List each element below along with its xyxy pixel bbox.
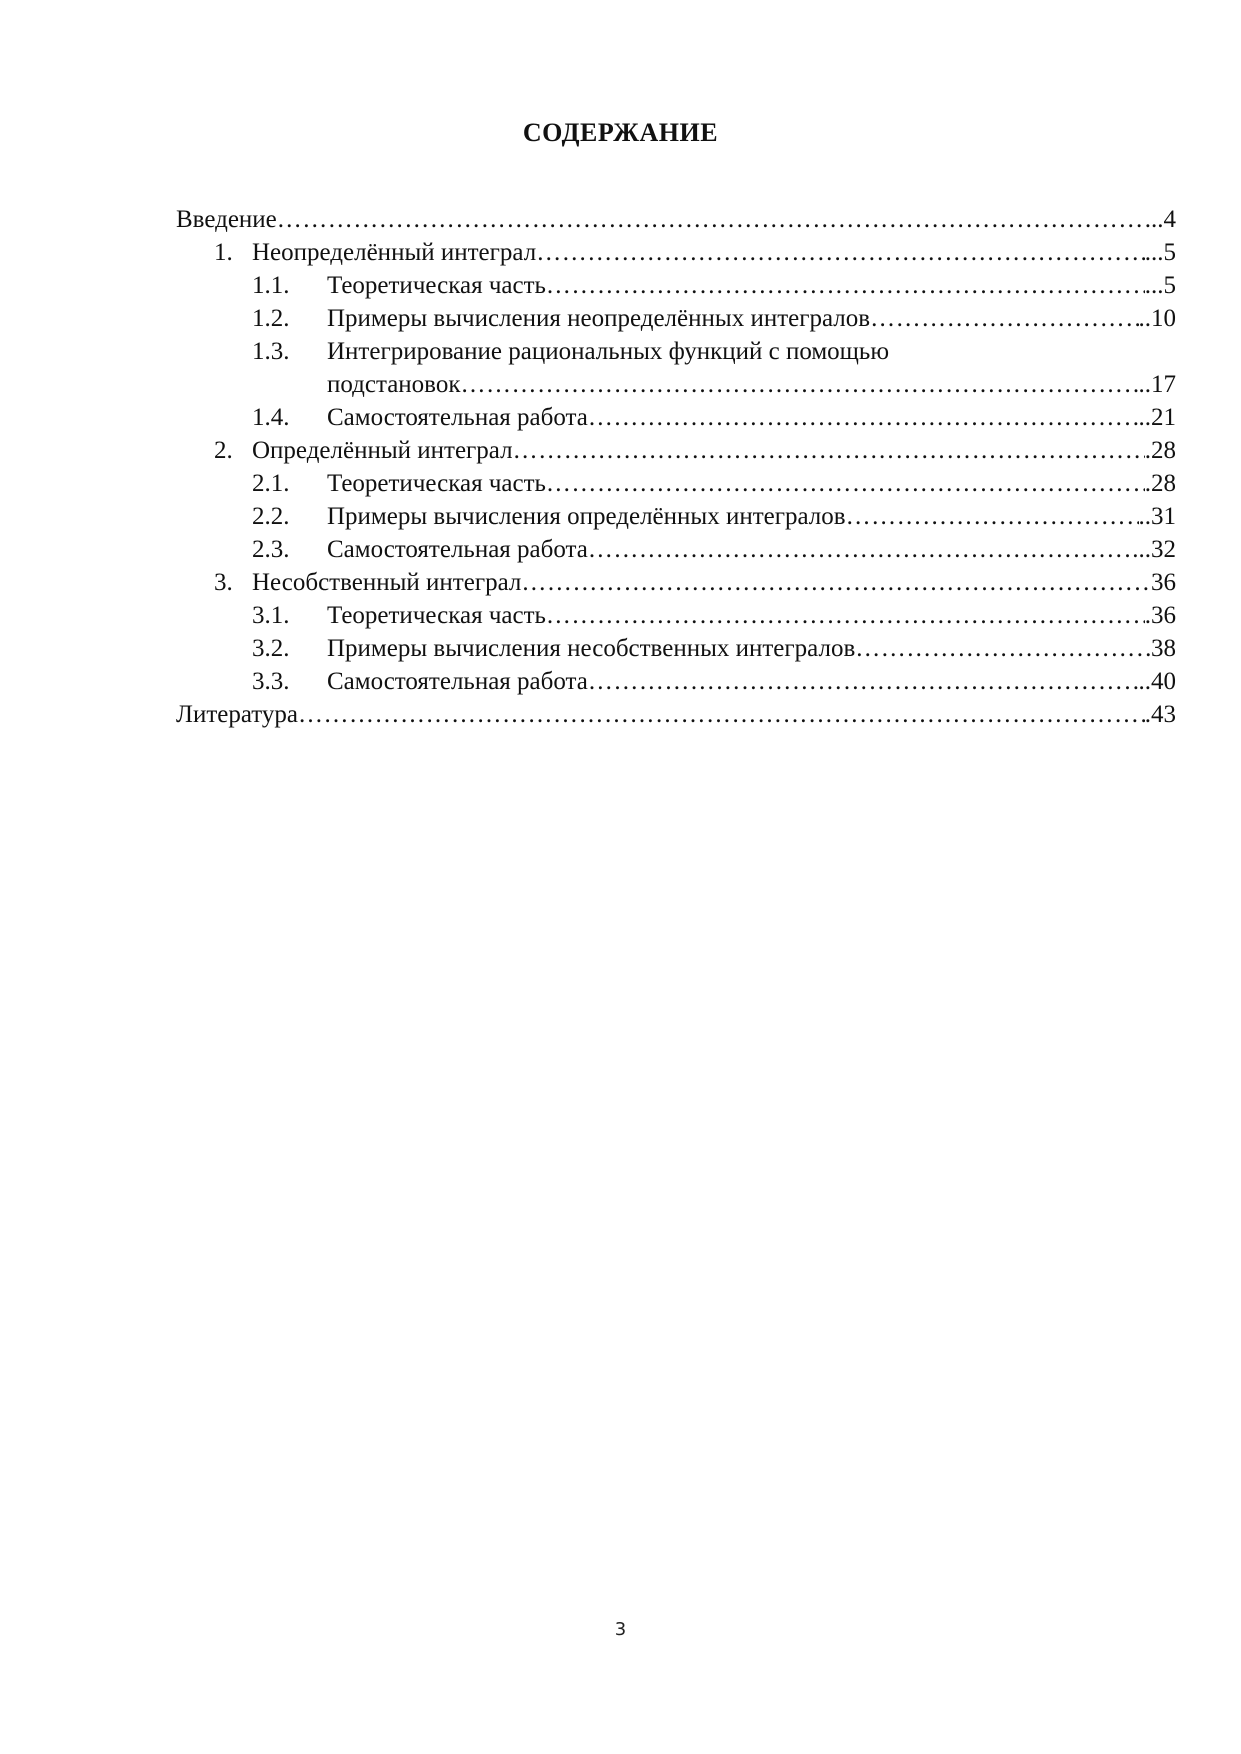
toc-entry-section-1-3[interactable] [176, 335, 1176, 368]
toc-leader-dots [588, 665, 1139, 698]
toc-entry-title: Несобственный интеграл [252, 569, 522, 596]
toc-entry-page: 21 [1151, 404, 1176, 431]
toc-entry-title: подстановок [327, 371, 461, 398]
toc-leader-dots [460, 368, 1138, 401]
toc-entry-number: 2.1. [252, 470, 290, 497]
page-title: СОДЕРЖАНИЕ [522, 118, 719, 147]
toc-entry-section-1-2[interactable] [176, 302, 1176, 335]
toc-leader-tail: .. [1138, 668, 1151, 695]
toc-entry-title: Литература [176, 701, 298, 728]
toc-leader-tail: .. [1138, 503, 1151, 530]
toc-entry-title: Примеры вычисления несобственных интегралов [327, 635, 856, 662]
toc-leader-dots [277, 203, 1151, 236]
toc-entry-section-2-1[interactable] [176, 467, 1176, 500]
toc-entry-number: 1.2. [252, 305, 290, 332]
toc-entry-title: Теоретическая часть [327, 272, 546, 299]
toc-entry-number: 2.2. [252, 503, 290, 530]
toc-leader-dots [855, 632, 1151, 665]
table-of-contents [176, 203, 1176, 731]
toc-entry-page: 31 [1151, 503, 1176, 530]
toc-entry-page: 10 [1151, 305, 1176, 332]
toc-entry-section-2-2[interactable] [176, 500, 1176, 533]
toc-entry-page: 28 [1151, 437, 1176, 464]
toc-entry-page: 40 [1151, 668, 1176, 695]
toc-entry-number: 1.1. [252, 272, 290, 299]
toc-leader-tail: ... [1144, 239, 1164, 266]
toc-entry-title: Определённый интеграл [252, 437, 513, 464]
toc-leader-dots [870, 302, 1138, 335]
toc-leader-dots [536, 236, 1145, 269]
toc-entry-page: 5 [1163, 239, 1176, 266]
toc-leader-tail: . [1144, 437, 1151, 464]
toc-entry-section-1-4[interactable] [176, 401, 1176, 434]
toc-leader-tail: ... [1132, 536, 1151, 563]
toc-entry-title: Теоретическая часть [327, 602, 546, 629]
toc-entry-section-3-1[interactable] [176, 599, 1176, 632]
toc-entry-number: 1. [214, 239, 233, 266]
toc-entry-number: 1.4. [252, 404, 290, 431]
toc-entry-number: 1.3. [252, 338, 290, 365]
toc-entry-title: Теоретическая часть [327, 470, 546, 497]
toc-entry-title: Неопределённый интеграл [252, 239, 537, 266]
toc-entry-section-3-2[interactable] [176, 632, 1176, 665]
toc-entry-page: 43 [1151, 701, 1176, 728]
toc-leader-dots [588, 533, 1132, 566]
toc-leader-tail: ... [1144, 272, 1164, 299]
toc-entry-title: Введение [176, 206, 277, 233]
toc-leader-dots [546, 599, 1145, 632]
toc-leader-tail: .. [1138, 404, 1151, 431]
toc-leader-dots [546, 269, 1145, 302]
toc-entry-title: Самостоятельная работа [327, 668, 588, 695]
toc-entry-page: 5 [1163, 272, 1176, 299]
toc-entry-number: 3.1. [252, 602, 290, 629]
toc-entry-chapter-2[interactable] [176, 434, 1176, 467]
toc-entry-section-3-3[interactable] [176, 665, 1176, 698]
toc-leader-dots [513, 434, 1145, 467]
toc-entry-number: 3. [214, 569, 233, 596]
toc-entry-title: Примеры вычисления определённых интегралов [327, 503, 846, 530]
toc-leader-tail: .. [1138, 305, 1151, 332]
toc-leader-dots [546, 467, 1145, 500]
toc-leader-tail: . [1144, 470, 1151, 497]
toc-leader-tail: .. [1138, 371, 1151, 398]
toc-entry-number: 3.2. [252, 635, 290, 662]
toc-entry-page: 32 [1151, 536, 1176, 563]
toc-leader-dots [846, 500, 1139, 533]
toc-entry-introduction[interactable] [176, 203, 1176, 236]
toc-entry-title: Самостоятельная работа [327, 404, 588, 431]
toc-leader-dots [588, 401, 1139, 434]
toc-entry-number: 2.3. [252, 536, 290, 563]
toc-leader-tail: . [1144, 602, 1151, 629]
toc-entry-title: Самостоятельная работа [327, 536, 588, 563]
toc-entry-title: Примеры вычисления неопределённых интегралов [327, 305, 871, 332]
toc-leader-dots [521, 566, 1151, 599]
toc-leader-dots [298, 698, 1145, 731]
page-number: 3 [614, 1619, 627, 1640]
toc-leader-tail: . [1144, 701, 1151, 728]
toc-entry-chapter-1[interactable] [176, 236, 1176, 269]
toc-entry-chapter-3[interactable] [176, 566, 1176, 599]
toc-entry-number: 2. [214, 437, 233, 464]
toc-entry-page: 17 [1151, 371, 1176, 398]
toc-entry-number: 3.3. [252, 668, 290, 695]
toc-entry-page: 4 [1163, 206, 1176, 233]
toc-leader-tail: .. [1151, 206, 1164, 233]
toc-entry-title: Интегрирование рациональных функций с помощью [327, 338, 889, 365]
toc-entry-page: 36 [1151, 569, 1176, 596]
toc-entry-literature[interactable] [176, 698, 1176, 731]
toc-entry-page: 36 [1151, 602, 1176, 629]
toc-entry-page: 38 [1151, 635, 1176, 662]
toc-entry-section-1-3-continued[interactable] [176, 368, 1176, 401]
toc-entry-section-2-3[interactable] [176, 533, 1176, 566]
toc-entry-section-1-1[interactable] [176, 269, 1176, 302]
toc-entry-page: 28 [1151, 470, 1176, 497]
